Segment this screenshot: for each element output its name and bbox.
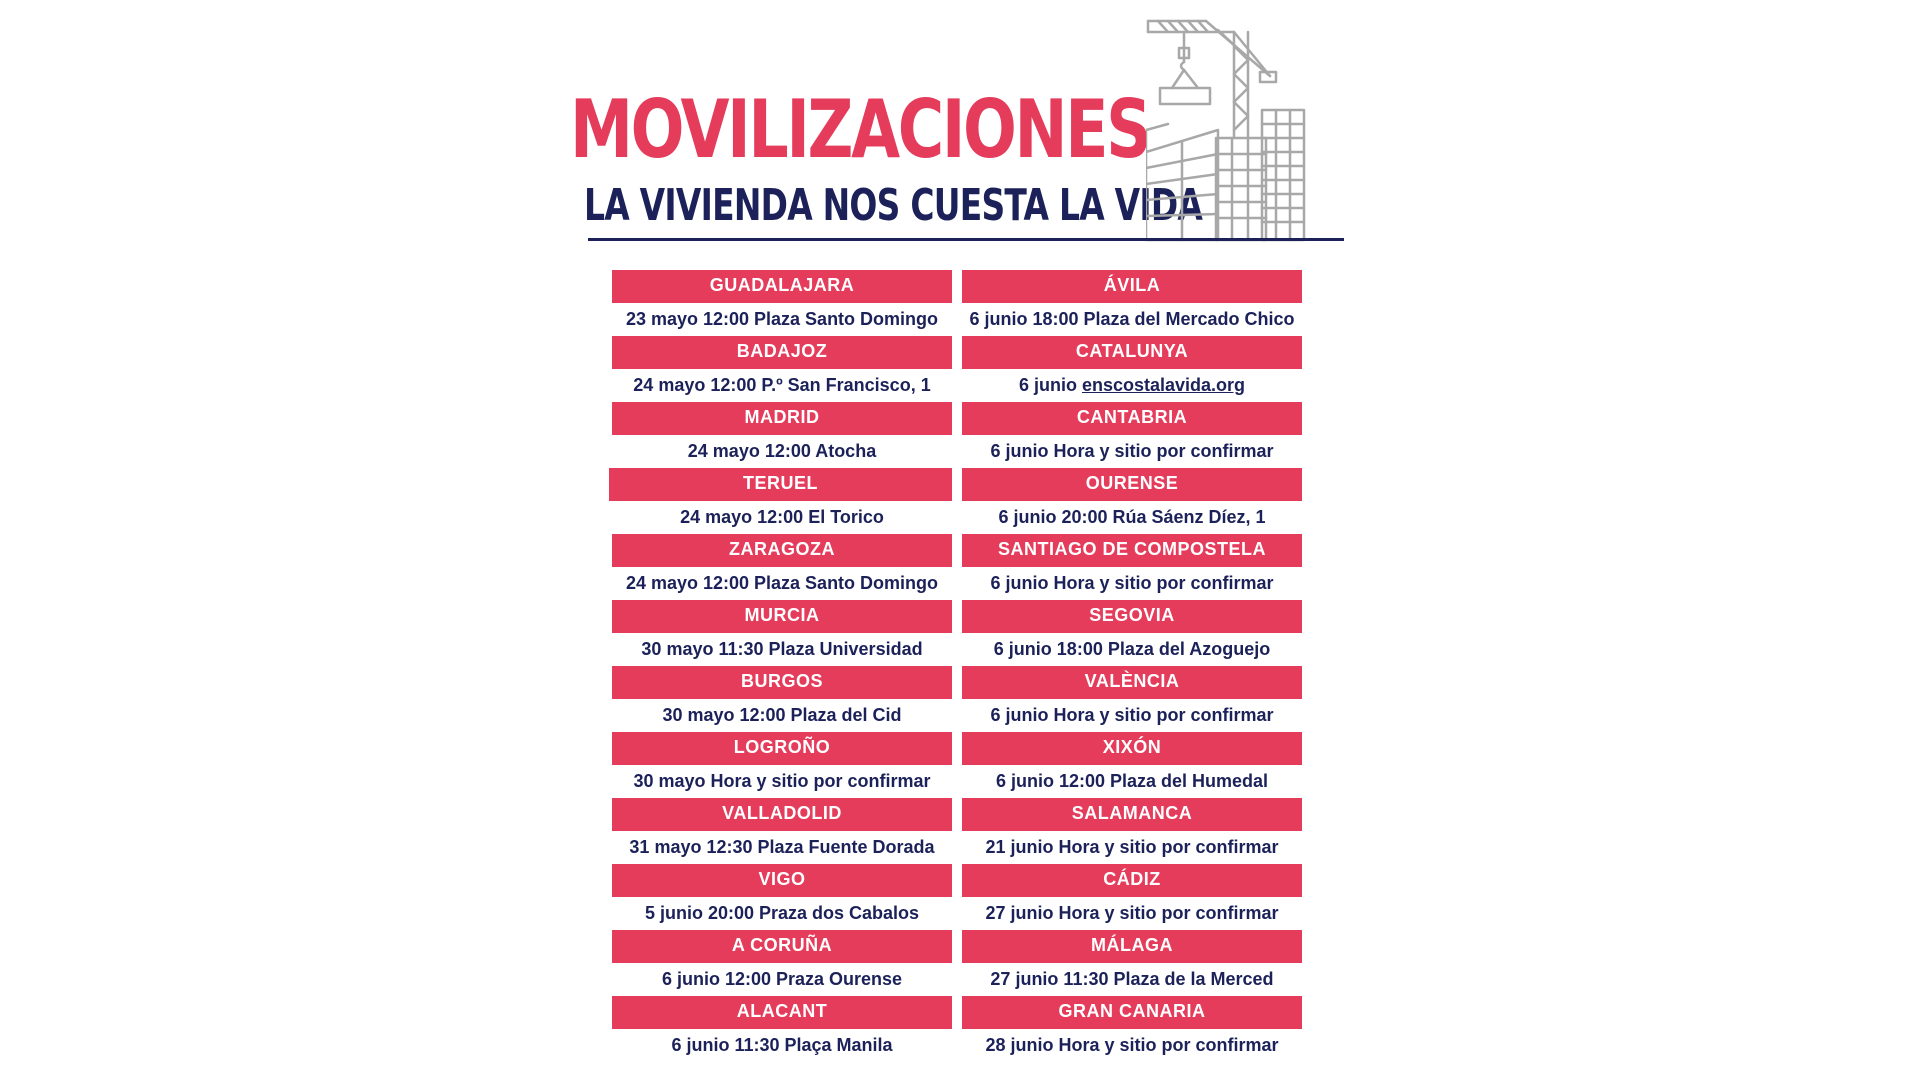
event-details: 6 junio 20:00 Rúa Sáenz Díez, 1 [998,507,1266,527]
event-details: 6 junio Hora y sitio por confirmar [990,573,1274,593]
event-entry [612,336,952,402]
city-header: BURGOS [612,666,952,699]
city-header: OURENSE [962,468,1302,501]
city-header: VIGO [612,864,952,897]
city-header: MURCIA [612,600,952,633]
event-entry [612,864,952,930]
city-header: MADRID [612,402,952,435]
poster-header [570,18,1350,244]
city-header: CATALUNYA [962,336,1302,369]
event-entry [962,534,1302,600]
event-entry [962,732,1302,798]
event-entry [962,666,1302,732]
city-header: SALAMANCA [962,798,1302,831]
event-entry [962,600,1302,666]
city-header: ZARAGOZA [612,534,952,567]
header-divider [588,238,1344,241]
event-details: 24 mayo 12:00 P.º San Francisco, 1 [633,375,931,395]
event-details: 6 junio 12:00 Plaza del Humedal [995,771,1269,791]
event-entry [612,402,952,468]
event-date: 6 junio [1018,375,1082,395]
event-entry [962,270,1302,336]
city-header: GUADALAJARA [612,270,952,303]
event-details: 6 junio Hora y sitio por confirmar [990,705,1274,725]
city-header: VALÈNCIA [962,666,1302,699]
event-entry [962,864,1302,930]
city-header: MÁLAGA [962,930,1302,963]
event-entry [612,468,952,534]
event-entry [612,930,952,996]
event-details: 24 mayo 12:00 Plaza Santo Domingo [625,573,939,593]
event-details: 6 junio Hora y sitio por confirmar [990,441,1274,461]
city-header: GRAN CANARIA [962,996,1302,1029]
event-details: 28 junio Hora y sitio por confirmar [985,1035,1279,1055]
event-entry [612,798,952,864]
event-entry [962,930,1302,996]
event-details: 24 mayo 12:00 Atocha [687,441,877,461]
events-column-left [612,270,952,1062]
event-entry [612,732,952,798]
city-header: SANTIAGO DE COMPOSTELA [962,534,1302,567]
event-details [962,369,1302,402]
event-details: 6 junio 18:00 Plaza del Mercado Chico [969,309,1295,329]
event-entry [612,270,952,336]
city-header: SEGOVIA [962,600,1302,633]
page-title: MOVILIZACIONES [570,83,1150,176]
city-header: ALACANT [612,996,952,1029]
event-details: 30 mayo Hora y sitio por confirmar [633,771,931,791]
event-details: 23 mayo 12:00 Plaza Santo Domingo [625,309,939,329]
city-header: ÁVILA [962,270,1302,303]
event-entry [962,468,1302,534]
event-details: 21 junio Hora y sitio por confirmar [985,837,1279,857]
city-header: CANTABRIA [962,402,1302,435]
city-header: A CORUÑA [612,930,952,963]
event-details: 6 junio 11:30 Plaça Manila [671,1035,893,1055]
city-header: LOGROÑO [612,732,952,765]
event-entry [612,600,952,666]
city-header: TERUEL [609,468,952,501]
event-details: 6 junio 12:00 Praza Ourense [661,969,903,989]
city-header: BADAJOZ [612,336,952,369]
event-details: 31 mayo 12:30 Plaza Fuente Dorada [629,837,935,857]
city-header: XIXÓN [962,732,1302,765]
website-link[interactable]: enscostalavida.org [1081,375,1246,395]
event-entry [962,336,1302,402]
construction-crane-icon [1146,18,1350,244]
event-details: 24 mayo 12:00 El Torico [680,507,884,527]
event-entry [962,996,1302,1062]
events-column-right [962,270,1302,1062]
event-details: 27 junio 11:30 Plaza de la Merced [990,969,1274,989]
event-entry [612,534,952,600]
event-details: 6 junio 18:00 Plaza del Azoguejo [993,639,1271,659]
city-header: VALLADOLID [612,798,952,831]
page-subtitle: LA VIVIENDA NOS CUESTA LA VIDA [584,180,1203,231]
event-details: 30 mayo 11:30 Plaza Universidad [641,639,923,659]
event-entry [962,402,1302,468]
event-entry [612,996,952,1062]
event-details: 5 junio 20:00 Praza dos Cabalos [644,903,920,923]
event-details: 30 mayo 12:00 Plaza del Cid [662,705,902,725]
event-entry [612,666,952,732]
city-header: CÁDIZ [962,864,1302,897]
event-details: 27 junio Hora y sitio por confirmar [985,903,1279,923]
event-entry [962,798,1302,864]
